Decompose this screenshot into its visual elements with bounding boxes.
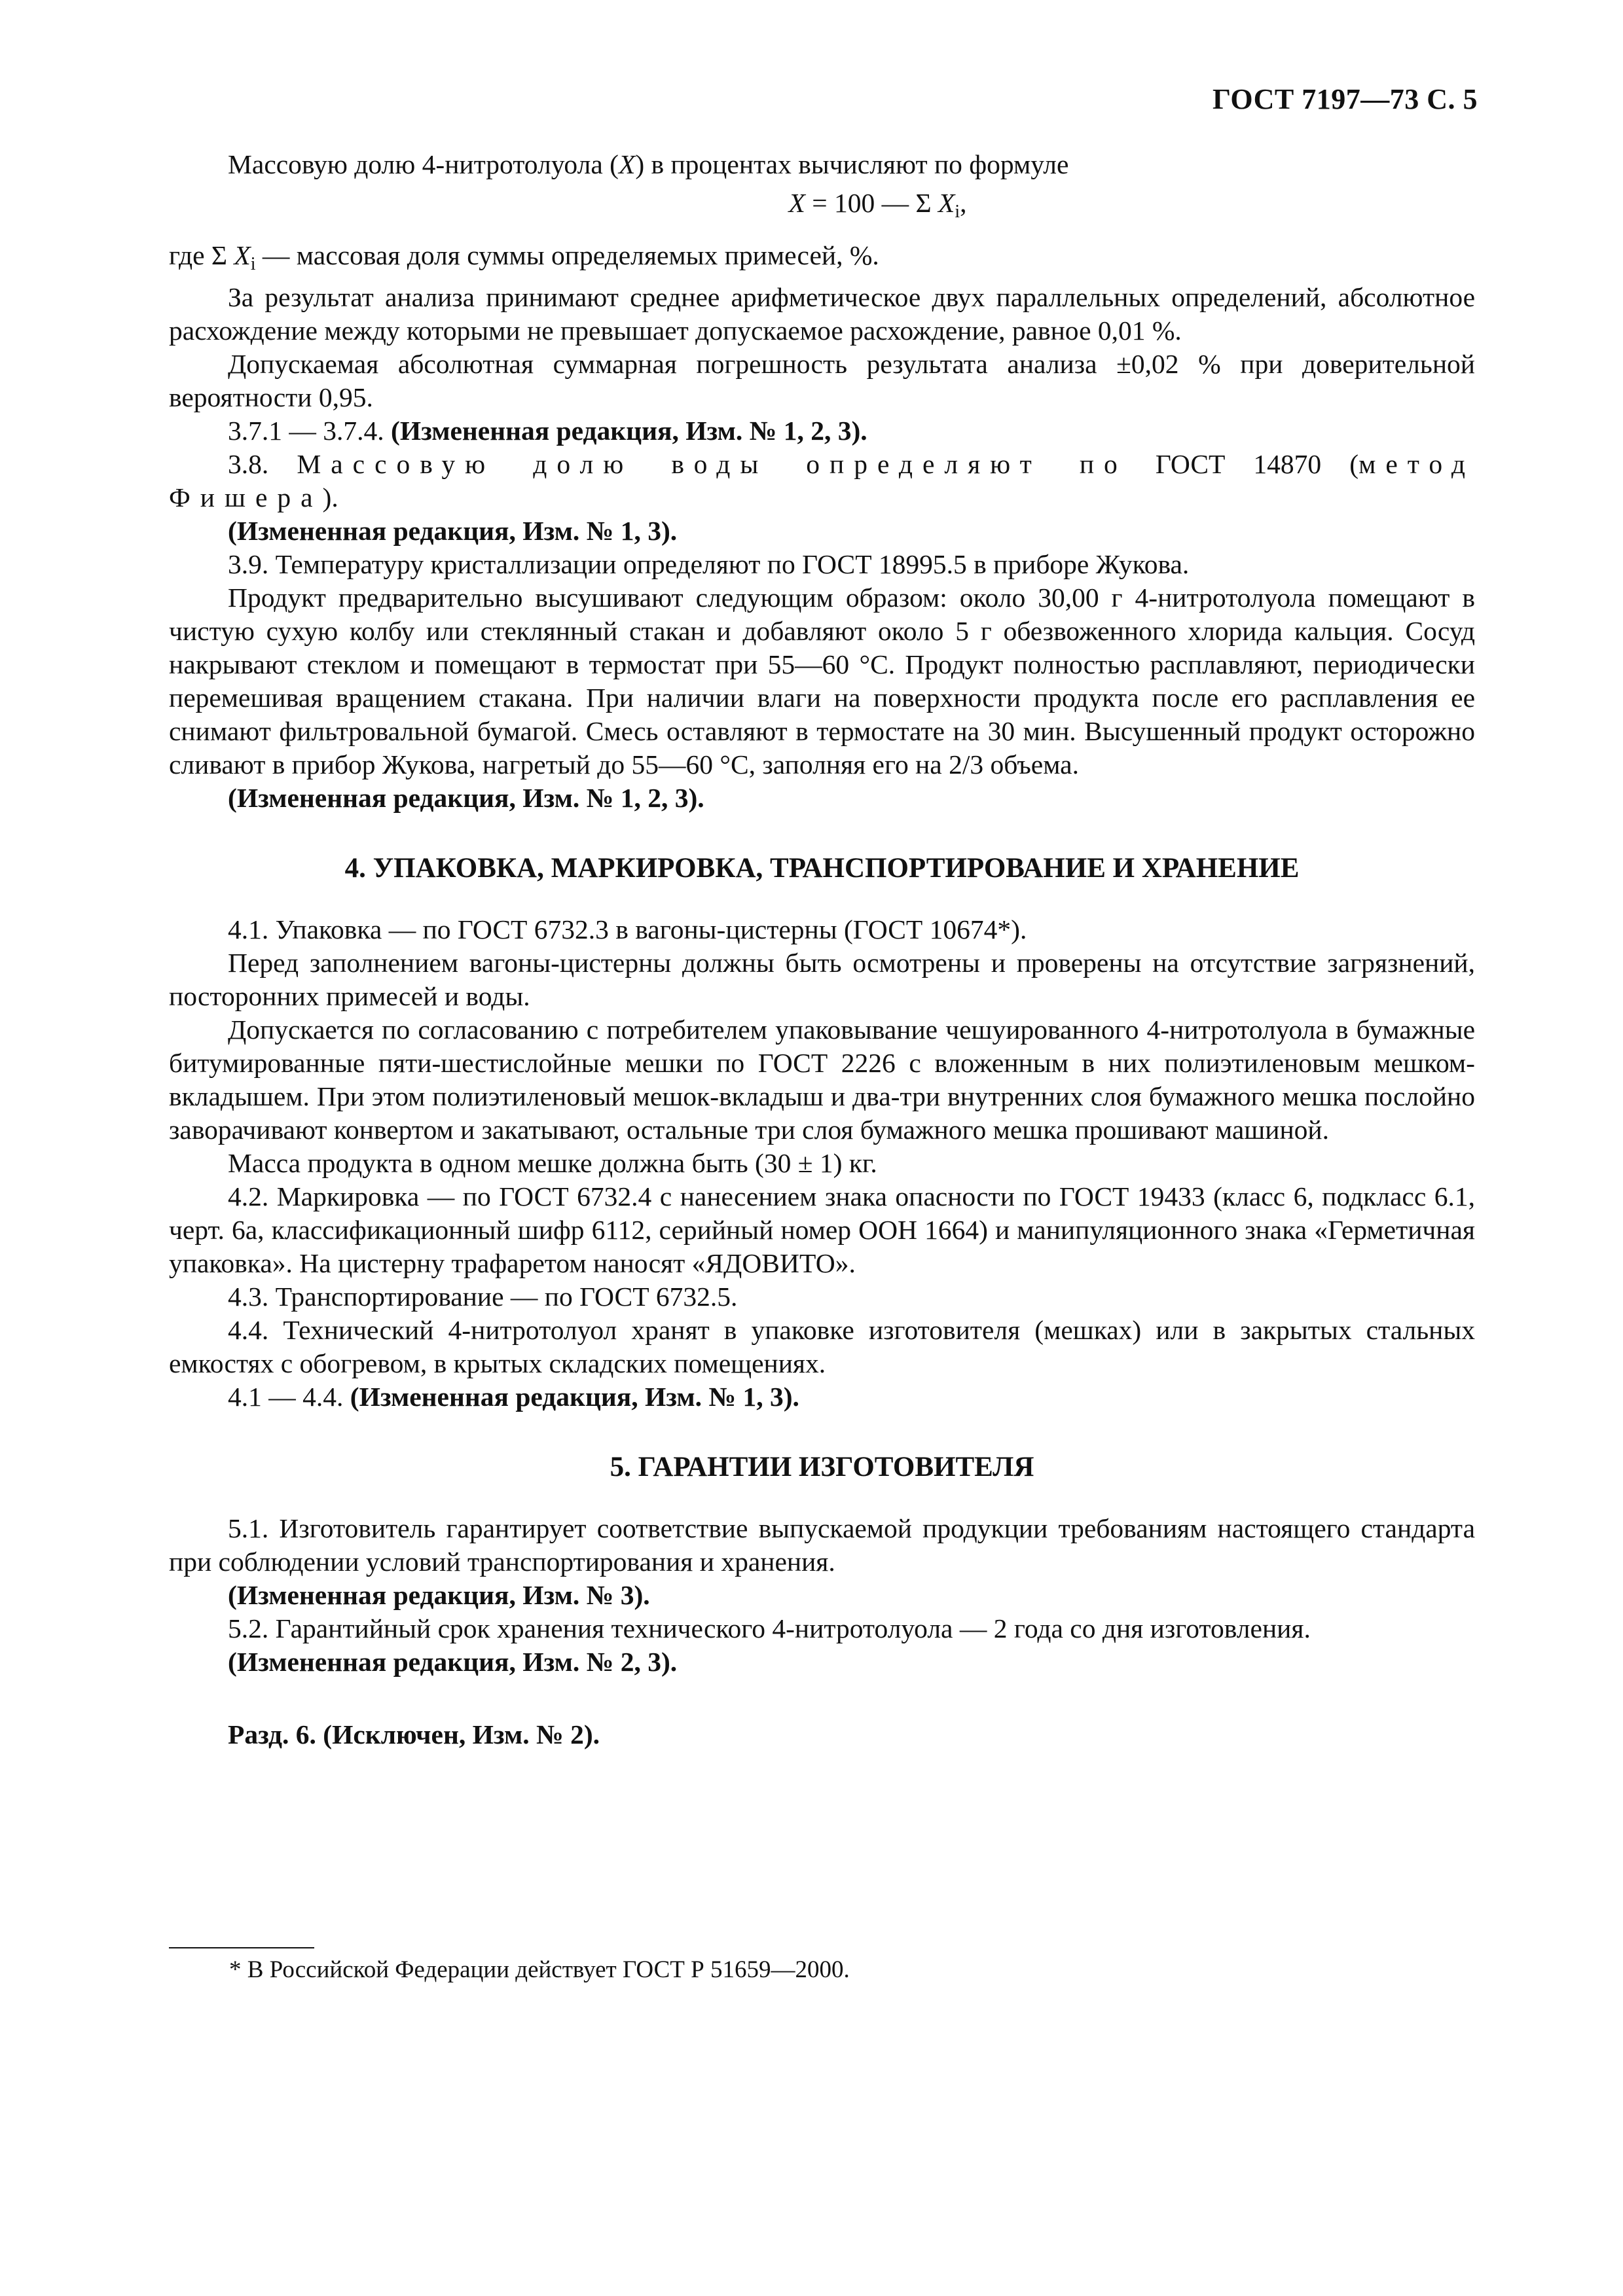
paragraph-section-6-excluded [169, 1718, 1475, 1751]
paragraph-bag-packing: Допускается по согласованию с потребителем упаковывание чешуированного 4-нитротолуола в бумажные битумированные пяти-шестислойные мешки по ГОСТ 2226 с вложенным в них полиэтиленовым мешком-вкладышем. При этом полиэтиленовый мешок-вкладыш и два-три внутренних слоя бумажного мешка послойно заворачивают конвертом и закатывают, остальные три слоя бумажного мешка прошивают машиной. [169, 1014, 1475, 1145]
section-5-title: 5. ГАРАНТИИ ИЗГОТОВИТЕЛЯ [610, 1452, 1034, 1482]
footnote: * В Российской Федерации действует ГОСТ Р 51659—2000. [229, 1956, 850, 1983]
revision-note: (Измененная редакция, Изм. № 1, 3). [350, 1382, 799, 1412]
spaced-text: метод Фишера [169, 449, 1476, 512]
paragraph-drying: Продукт предварительно высушивают следующим образом: около 30,00 г 4-нитротолуола помещают в чистую сухую колбу или стеклянный стакан и добавляют около 5 г обезвоженного хлорида кальция. Сосуд накрывают стеклом и помещают в термостат при 55—60 °С. Продукт полностью расплавляют, периодически перемешивая вращением стакана. При наличии влаги на поверхности продукта после его расплавления ее снимают фильтровальной бумагой. Смесь оставляют в термостате на 30 мин. Высушенный продукт осторожно сливают в прибор Жукова, нагретый до 55—60 °С, заполняя его на 2/3 объема. [169, 583, 1475, 780]
document-body [169, 148, 1475, 1751]
revision-note: (Измененная редакция, Изм. № 2, 3). [228, 1647, 678, 1677]
text-span: ) в процентах вычисляют по формуле [635, 149, 1069, 179]
clause-number: 3.8. [228, 449, 297, 479]
paragraph-3-8-revision [169, 514, 1475, 548]
text-span: ГОСТ 14870 ( [1127, 449, 1359, 479]
text-span: ). [322, 482, 338, 512]
paragraph-formula-intro [169, 148, 1475, 181]
revision-note: (Измененная редакция, Изм. № 3). [228, 1580, 650, 1610]
paragraph-5-1: 5.1. Изготовитель гарантирует соответствие выпускаемой продукции требованиям настоящего стандарта при соблюдении условий транспортирования и хранения. [169, 1513, 1475, 1577]
paragraph-3-7-revision [169, 414, 1475, 448]
variable-x: X [618, 149, 636, 179]
section-4-title: 4. УПАКОВКА, МАРКИРОВКА, ТРАНСПОРТИРОВАНИЕ И ХРАНЕНИЕ [344, 853, 1300, 884]
paragraph-5-2-revision [169, 1645, 1475, 1679]
revision-note: (Измененная редакция, Изм. № 1, 3). [228, 516, 678, 546]
formula-operator: = 100 — Σ [805, 188, 939, 218]
spaced-text: Массовую долю воды определяют по [297, 449, 1127, 479]
formula-subscript: i [955, 202, 960, 222]
paragraph-4-revision [169, 1380, 1475, 1414]
paragraph-5-2: 5.2. Гарантийный срок хранения технического 4-нитротолуола — 2 года со дня изготовления. [228, 1613, 1311, 1643]
paragraph-bag-mass: Масса продукта в одном мешке должна быть (30 ± 1) кг. [228, 1148, 877, 1178]
paragraph-3-9: 3.9. Температуру кристаллизации определяют по ГОСТ 18995.5 в приборе Жукова. [228, 549, 1190, 579]
formula-variable: X [788, 188, 805, 218]
subscript: i [250, 254, 256, 274]
paragraph-formula-legend [169, 239, 1475, 281]
paragraph-result: За результат анализа принимают среднее арифметическое двух параллельных определений, абсолютное расхождение между которыми не превышает допускаемое расхождение, равное 0,01 %. [169, 282, 1475, 346]
page-header: ГОСТ 7197—73 С. 5 [1212, 83, 1478, 115]
formula-variable: X [938, 188, 955, 218]
revision-note: (Измененная редакция, Изм. № 1, 2, 3). [228, 783, 704, 813]
paragraph-3-8 [169, 448, 1475, 514]
paragraph-4-4: 4.4. Технический 4-нитротолуол хранят в упаковке изготовителя (мешках) или в закрытых стальных емкостях с обогревом, в крытых складских помещениях. [169, 1315, 1475, 1378]
paragraph-3-9-revision [169, 781, 1475, 815]
revision-note: Разд. 6. (Исключен, Изм. № 2). [228, 1719, 600, 1749]
text-span: где Σ [169, 240, 234, 270]
revision-note: (Измененная редакция, Изм. № 1, 2, 3). [391, 416, 867, 446]
variable-x: X [234, 240, 251, 270]
paragraph-4-3: 4.3. Транспортирование — по ГОСТ 6732.5. [228, 1282, 738, 1312]
text-span: Массовую долю 4-нитротолуола ( [228, 149, 619, 179]
footnote-divider [169, 1947, 314, 1948]
paragraph-4-2: 4.2. Маркировка — по ГОСТ 6732.4 с нанесением знака опасности по ГОСТ 19433 (класс 6, подкласс 6.1, черт. 6а, классификационный шифр 6112, серийный номер ООН 1664) и манипуляционного знака «Герметичная упаковка». На цистерну трафаретом наносят «ЯДОВИТО». [169, 1181, 1475, 1278]
paragraph-tank-inspection: Перед заполнением вагоны-цистерны должны быть осмотрены и проверены на отсутствие загрязнений, посторонних примесей и воды. [169, 948, 1475, 1011]
clause-number: 3.7.1 — 3.7.4. [228, 416, 391, 446]
paragraph-5-1-revision [169, 1579, 1475, 1612]
formula [169, 187, 1475, 228]
formula-end: , [960, 188, 967, 218]
clause-number: 4.1 — 4.4. [228, 1382, 350, 1412]
paragraph-4-1: 4.1. Упаковка — по ГОСТ 6732.3 в вагоны-цистерны (ГОСТ 10674*). [228, 914, 1027, 944]
text-span: — массовая доля суммы определяемых примесей, %. [255, 240, 879, 270]
paragraph-error: Допускаемая абсолютная суммарная погрешность результата анализа ±0,02 % при доверительной вероятности 0,95. [169, 349, 1475, 412]
